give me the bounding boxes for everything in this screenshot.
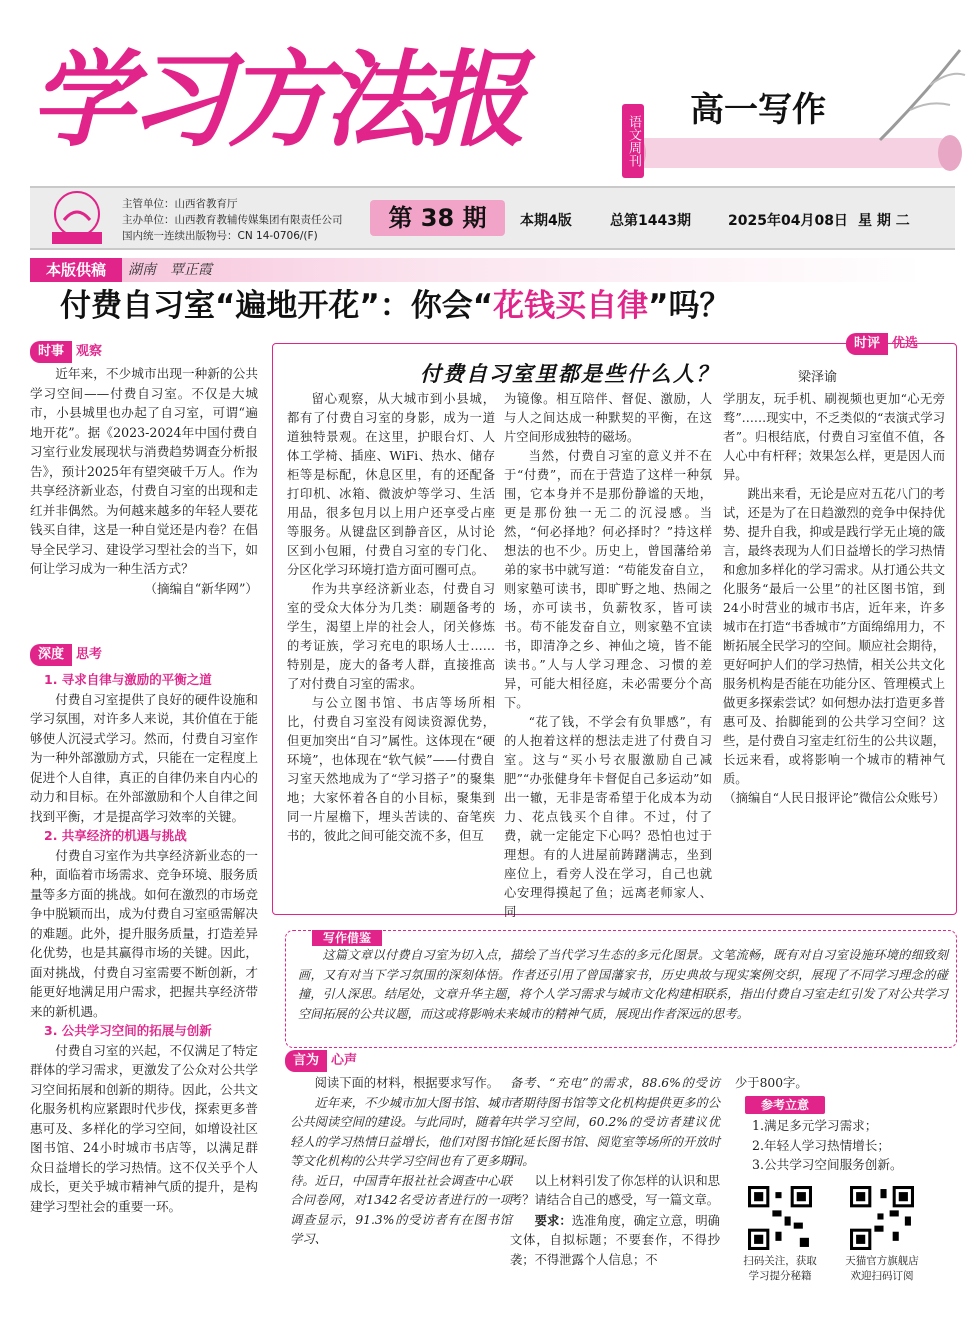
- org-line: 主管单位：山西省教育厅: [122, 198, 238, 210]
- qr-caption-line: 学习提分秘籍: [748, 1270, 812, 1282]
- task-column-1: [290, 1074, 512, 1250]
- essay-column-1: [287, 390, 495, 846]
- task-material: 备考、“充电”的需求，88.6%的受访者期待图书馆等文化机构提供更多的公共学习空间，60.2%的受访者建议优化延长图书馆、阅览室等场所的开放时间。: [510, 1076, 720, 1168]
- essay-column-3: [723, 390, 945, 808]
- ref-list: [752, 1116, 962, 1175]
- edition-grade: 高一: [690, 90, 758, 130]
- news-column: [30, 364, 258, 598]
- headline-part: 付费自习室“遍地开花”：你会“: [60, 288, 494, 324]
- task-column-2: [510, 1074, 720, 1270]
- page-count: 本期4版: [520, 213, 572, 229]
- headline-highlight: 花钱买自律: [493, 288, 649, 324]
- edition-subject: 写作: [758, 90, 826, 130]
- essay-paragraph: “花了钱，不学会有负罪感”，有的人抱着这样的想法走进了付费自习室。这与“买小号衣服激励自己减肥”“办张健身年卡督促自己多运动”如出一辙，无非是寄希望于化成本为动力、花点钱买个自律。不过，付了费，就一定能定下心吗？恐怕也过于理想。有的人进屋前踌躇满志，坐到座位上，看旁人没在学习，自己也就心安理得摸起了鱼；远离老师家人、同: [504, 715, 712, 919]
- masthead-title: 学习方法报: [30, 39, 521, 161]
- news-paragraph: 近年来，不少城市出现一种新的公共学习空间——付费自习室。不仅是大城市，小县城里也办起了自习室，可谓“遍地开花”。据《2023-2024年中国付费自习室行业发展现状与消费趋势调查分析报告》，预计2025年有望突破千万人。作为共享经济新业态，付费自习室的出现和走红并非偶然。为何越来越多的年轻人要花钱买自律，这是一种自觉还是内卷？在倡导全民学习、建设学习型社会的当下，如何让学习成为一种生活方式？: [30, 366, 258, 576]
- subheading: 1. 寻求自律与激励的平衡之道: [44, 672, 212, 687]
- contrib-band: [122, 258, 922, 282]
- depth-paragraph: 付费自习室的兴起，不仅满足了特定群体的学习需求，更激发了公众对公共学习空间拓展和创新的期待。因此，公共文化服务机构应紧跟时代步伐，探索更多普惠可及、多样化的学习空间，如增设社区图书馆、24小时城市书店等，以满足群众日益增长的学习热情。这不仅关乎个人成长，更关乎城市精神气质的提升，是构建学习型社会的重要一环。: [30, 1042, 258, 1214]
- qr-caption-line: 扫码关注，获取: [743, 1255, 817, 1267]
- news-section-tag: [30, 341, 106, 363]
- subheading: 3. 公共学习空间的拓展与创新: [44, 1023, 212, 1038]
- essay-source: （摘编自“人民日报评论”微信公众账号）: [723, 791, 945, 805]
- task-section-tag: [285, 1050, 361, 1072]
- weekly-tag: 语文周刊: [622, 104, 644, 178]
- ref-item: 3.公共学习空间服务创新。: [752, 1157, 903, 1172]
- tag-label: 思考: [76, 647, 103, 662]
- tag-label: 观察: [76, 344, 103, 359]
- task-prompt: 以上材料引发了你怎样的认识和思考？请结合自己的感受，写一篇文章。: [510, 1173, 720, 1207]
- issue-number: 第 38 期: [370, 200, 505, 236]
- tag-label: 言为: [285, 1050, 327, 1072]
- task-material: 近年来，不少城市加大图书馆、城市公共阅读空间的建设。与此同时，随着年轻人的学习热情日益增长，他们对图书馆等文化机构的公共学习空间也有了更多期待。近日，中国青年报社社会调查中心联合问卷网，对1342名受访者进行的一项调查显示，91.3%的受访者有在图书馆学习、: [290, 1095, 512, 1246]
- essay-paragraph: 作为共享经济新业态，付费自习室的受众大体分为几类：刷题备考的学生，渴望上岸的社会人，闭关修炼的考证族，学习充电的职场人士……特别是，庞大的备考人群，直接推高了对付费自习室的需求。: [287, 582, 495, 691]
- tag-label: 深度: [30, 644, 72, 666]
- publisher-info: [122, 196, 343, 244]
- bamboo-illustration: [860, 40, 970, 150]
- essay-author: 梁泽谕: [798, 370, 838, 385]
- writing-note-text: [298, 946, 948, 1024]
- depth-column: [30, 670, 258, 1216]
- issue-weekday: 星 期 二: [858, 213, 910, 229]
- qr-code-icon[interactable]: [850, 1186, 914, 1250]
- subheading: 2. 共享经济的机遇与挑战: [44, 828, 187, 843]
- depth-paragraph: 付费自习室提供了良好的硬件设施和学习氛围，对许多人来说，其价值在于能够使人沉浸式学习。然而，付费自习室作为一种外部激励方式，只能在一定程度上促进个人自律，真正的自律仍来自内心的动力和目标。在外部激励和个人自律之间找到平衡，才是提高学习效率的关键。: [30, 691, 258, 824]
- task-column-3: [735, 1074, 955, 1094]
- org-line: 主办单位：山西教育教辅传媒集团有限责任公司: [122, 214, 343, 226]
- essay-column-2: [504, 390, 712, 922]
- ref-tag: 参考立意: [745, 1096, 825, 1114]
- headline: [60, 284, 940, 328]
- task-requirements: 选准角度，确定立意，明确文体，自拟标题；不要套作，不得抄袭；不得泄露个人信息；不: [510, 1213, 720, 1267]
- qr-caption: [832, 1254, 932, 1284]
- qr-code-icon[interactable]: [748, 1186, 812, 1250]
- essay-paragraph: 跳出来看，无论是应对五花八门的考试，还是为了在日趋激烈的竞争中保持优势、提升自我，抑或是践行学无止境的箴言，最终表现为人们日益增长的学习热情和愈加多样化的学习需求。从打通公共文化服务“最后一公里”的社区图书馆，到24小时营业的城市书店，近年来，许多城市在打造“书香城市”方面绵绵用力，不断拓展全民学习的空间。顺应社会期待，更好呵护人们的学习热情，相关公共文化服务机构是否能在功能分区、管理模式上做更多探索尝试？如何想办法打造更多普惠可及、抬脚能到的公共学习空间？这些，是付费自习室走红衍生的公共议题，长远来看，或将影响一个城市的精神气质。: [723, 487, 945, 786]
- depth-paragraph: 付费自习室作为共享经济新业态的一种，面临着市场需求、竞争环境、服务质量等多方面的挑战。如何在激烈的市场竞争中脱颖而出，成为付费自习室亟需解决的难题。此外，提升服务质量，打造差异化优势，也是其赢得市场的关键。因此，面对挑战，付费自习室需要不断创新，才能更好地满足用户需求，把握共享经济带来的新机遇。: [30, 847, 258, 1019]
- depth-section-tag: [30, 644, 106, 666]
- essay-paragraph: 与公立图书馆、书店等场所相比，付费自习室没有阅读资源优势，但更加突出“自习”属性。这体现在“硬环境”，也体现在“软气候”——付费自习室天然地成为了“学习搭子”的聚集地；大家怀着各自的小目标，聚集到同一片屋檐下，埋头苦读的、奋笔疾书的，彼此之间可能交流不多，但互: [287, 696, 495, 843]
- newspaper-logo-icon: [42, 190, 112, 246]
- task-intro: 阅读下面的材料，根据要求写作。: [314, 1076, 500, 1090]
- contrib-label: 本版供稿: [30, 258, 122, 282]
- total-issue: 总第1443期: [610, 213, 691, 229]
- edition-label: [690, 82, 826, 131]
- essay-title: 付费自习室里都是些什么人？: [420, 361, 719, 386]
- essay-paragraph: 学朋友，玩手机、刷视频也更加“心无旁骛”……现实中，不乏类似的“表演式学习者”。归根结底，付费自习室值不值，各人心中有杆秤；效果怎么样，更是因人而异。: [723, 392, 945, 482]
- task-requirements-end: 少于800字。: [735, 1076, 808, 1090]
- qr-caption-line: 天猫官方旗舰店: [845, 1255, 919, 1267]
- task-req-label: 要求：: [534, 1212, 572, 1228]
- headline-part: ”吗？: [648, 288, 731, 324]
- writing-note-body: 这篇文章以付费自习室为切入点，描绘了当代学习生态的多元化图景。文笔流畅，既有对自习室设施环境的细致刻画，又有对当下学习氛围的深刻体悟。作者还引用了曾国藩家书，历史典故与现实案例交织，展现了不同学习理念的碰撞，引人深思。结尾处，文章升华主题，将个人学习需求与城市文化构建相联系，指出付费自习室走红引发了对公共学习空间拓展的公共议题，而这或将影响未来城市的精神气质，展现出作者深远的思考。: [298, 948, 948, 1021]
- tag-label: 心声: [331, 1053, 358, 1068]
- ref-item: 1.满足多元学习需求；: [752, 1118, 878, 1133]
- essay-paragraph: 留心观察，从大城市到小县城，都有了付费自习室的身影，成为一道道独特景观。在这里，护眼台灯、人体工学椅、插座、WiFi、热水、储存柜等是标配，休息区里，有的还配备打印机、冰箱、微波炉等学习、生活用品，很多包月以上用户还享受占座等服务。从键盘区到静音区，从讨论区到小包厢，付费自习室的专门化、分区化学习环境打造方面可圈可点。: [287, 392, 495, 577]
- qr-caption: [730, 1254, 830, 1284]
- essay-paragraph: 当然，付费自习室的意义并不在于“付费”，而在于营造了这样一种氛围，它本身并不是那份静谧的天地，更是那份独一无二的沉浸感。当然，“何必择地？何必择时？”持这样想法的也不少。历史上，曾国藩给弟弟的家书中就写道：“苟能发奋自立，则家塾可读书，即旷野之地、热闹之场，亦可读书，负薪牧豕，皆可读书。苟不能发奋自立，则家塾不宜读书，即清净之乡、神仙之境，皆不能读书。”人与人学习理念、习惯的差异，可能大相径庭，未必需要分个高下。: [504, 449, 712, 710]
- org-line: 国内统一连续出版物号：CN 14-0706/(F): [122, 230, 318, 242]
- tag-label: 时评: [846, 333, 888, 355]
- writing-note-tag: 写作借鉴: [312, 930, 382, 946]
- qr-caption-line: 欢迎扫码订阅: [850, 1270, 914, 1282]
- issue-date: 2025年04月08日: [728, 213, 848, 229]
- contrib-name: 湖南 覃正霞: [128, 262, 212, 278]
- tag-label: 优选: [892, 336, 919, 351]
- essay-paragraph: 为镜像。相互陪伴、督促、激励，人与人之间达成一种默契的平衡，在这片空间形成独特的磁场。: [504, 392, 712, 444]
- essay-section-tag: [846, 333, 922, 355]
- tag-label: 时事: [30, 341, 72, 363]
- news-source: （摘编自“新华网”）: [144, 580, 258, 596]
- ref-item: 2.年轻人学习热情增长；: [752, 1137, 890, 1153]
